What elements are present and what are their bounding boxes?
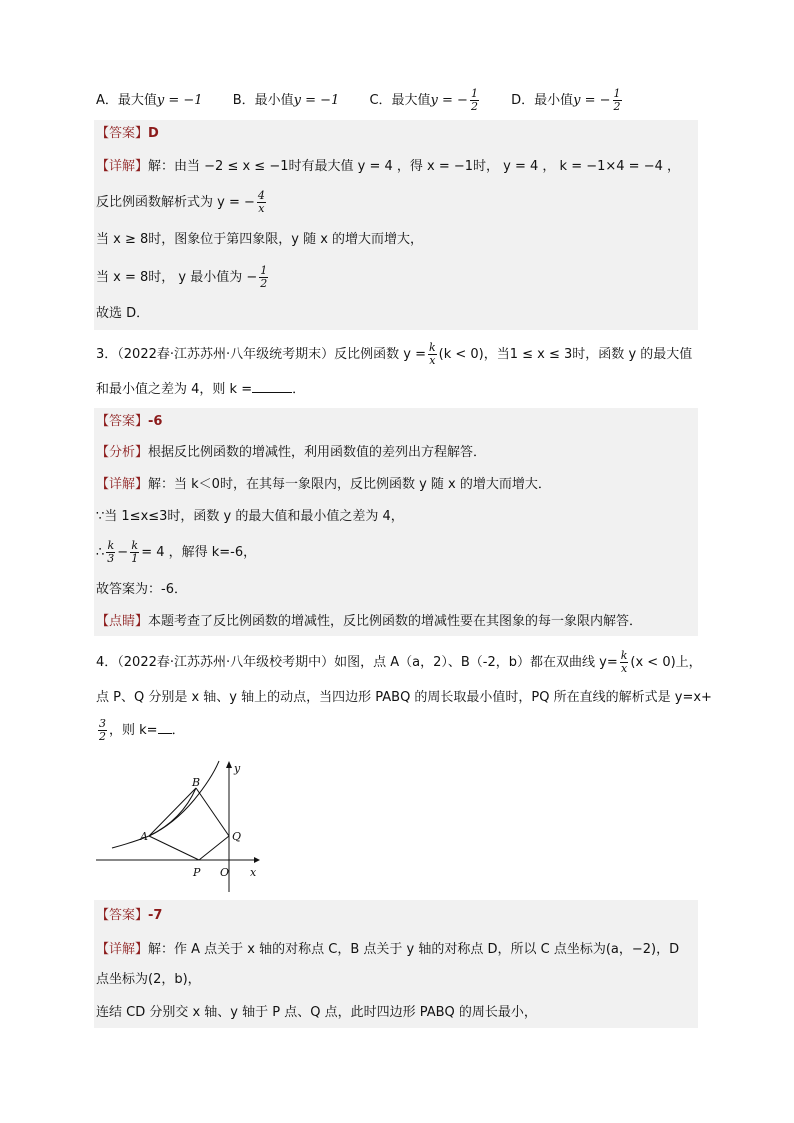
- q4-detail-3: 连结 CD 分别交 x 轴、y 轴于 P 点、Q 点，此时四边形 PABQ 的周长最小，: [96, 1005, 537, 1020]
- q3-stem-2: 和最小值之差为 4，则 k = ．: [96, 382, 306, 397]
- q3-detail-1: 【详解】解：当 k＜0时，在其每一象限内，反比例函数 y 随 x 的增大而增大．: [96, 477, 551, 492]
- q3-analysis: 【分析】根据反比例函数的增减性，利用函数值的差列出方程解答．: [96, 445, 487, 460]
- q3-stem-1: 3．（2022春·江苏苏州·八年级统考期末）反比例函数 y = $\frac{k}{x}$ (k < 0)，当1 ≤ x ≤ 3时，函数 y 的最大值: [96, 341, 693, 367]
- segment-bq: [196, 788, 229, 836]
- q2-solution-box: [94, 120, 698, 330]
- label-b: B: [192, 776, 201, 789]
- options-row: [96, 88, 650, 113]
- segment-qp: [199, 836, 229, 860]
- q4-stem-3: $\frac{3}{2}$ ，则 k= ．: [99, 717, 185, 743]
- q4-stem-1: 4．（2022春·江苏苏州·八年级校考期中）如图，点 A（a，2）、B（-2，b）都在双曲线 y= $\frac{k}{x}$ (x < 0)上，: [96, 649, 702, 675]
- q2-detail-1: 【详解】解：由当 −2 ≤ x ≤ −1时有最大值 y = 4 ，得 x = −1时， y = 4 ， k = −1×4 = −4 ，: [96, 159, 681, 174]
- label-q: Q: [232, 830, 242, 843]
- q4-answer-blank: [158, 721, 172, 734]
- x-axis-arrow: [254, 857, 260, 863]
- option-d: D．最小值y = − $\frac{1}{2}$: [511, 87, 621, 113]
- hyperbola-curve: [112, 761, 219, 848]
- q3-comment: 【点睛】本题考查了反比例函数的增减性，反比例函数的增减性要在其图象的每一象限内解答．: [96, 614, 643, 629]
- y-axis-arrow: [226, 761, 232, 768]
- label-y: y: [234, 762, 241, 775]
- q2-detail-5: 故选 D．: [96, 306, 150, 321]
- option-a: A．最大值y = −1: [96, 93, 203, 108]
- q3-detail-4: 故答案为：-6．: [96, 582, 187, 597]
- segment-pa: [149, 836, 199, 860]
- q4-stem-2: 点 P、Q 分别是 x 轴、y 轴上的动点，当四边形 PABQ 的周长取最小值时，PQ 所在直线的解析式是 y=x+: [96, 690, 712, 705]
- label-o: O: [220, 866, 230, 879]
- option-b: B．最小值y = −1: [232, 93, 340, 108]
- q3-detail-2: ∵当 1≤x≤3时，函数 y 的最大值和最小值之差为 4，: [96, 509, 404, 524]
- q3-detail-3: ∴ $\frac{k}{3}$ − $\frac{k}{1}$ = 4 ，解得 k=-6，: [96, 539, 257, 565]
- label-a: A: [140, 830, 148, 843]
- q4-detail-1: 【详解】解：作 A 点关于 x 轴的对称点 C，B 点关于 y 轴的对称点 D，所以 C 点坐标为(a，−2)，D: [96, 942, 680, 957]
- q4-figure: [94, 756, 264, 896]
- q2-detail-4: 当 x = 8时， y 最小值为 − $\frac{1}{2}$: [96, 264, 268, 290]
- option-c: C．最大值y = − $\frac{1}{2}$: [369, 87, 478, 113]
- q3-answer: 【答案】-6: [96, 414, 163, 429]
- label-p: P: [193, 866, 201, 879]
- label-x: x: [250, 866, 257, 879]
- q2-detail-2: 反比例函数解析式为 y = − $\frac{4}{x}$: [96, 189, 265, 215]
- q4-answer: 【答案】-7: [96, 908, 163, 923]
- q4-detail-2: 点坐标为(2，b)，: [96, 972, 201, 987]
- q2-detail-3: 当 x ≥ 8时，图象位于第四象限，y 随 x 的增大而增大，: [96, 232, 424, 247]
- q2-answer: 【答案】D: [96, 126, 159, 141]
- q3-answer-blank: [252, 380, 292, 393]
- segment-ab: [149, 788, 196, 836]
